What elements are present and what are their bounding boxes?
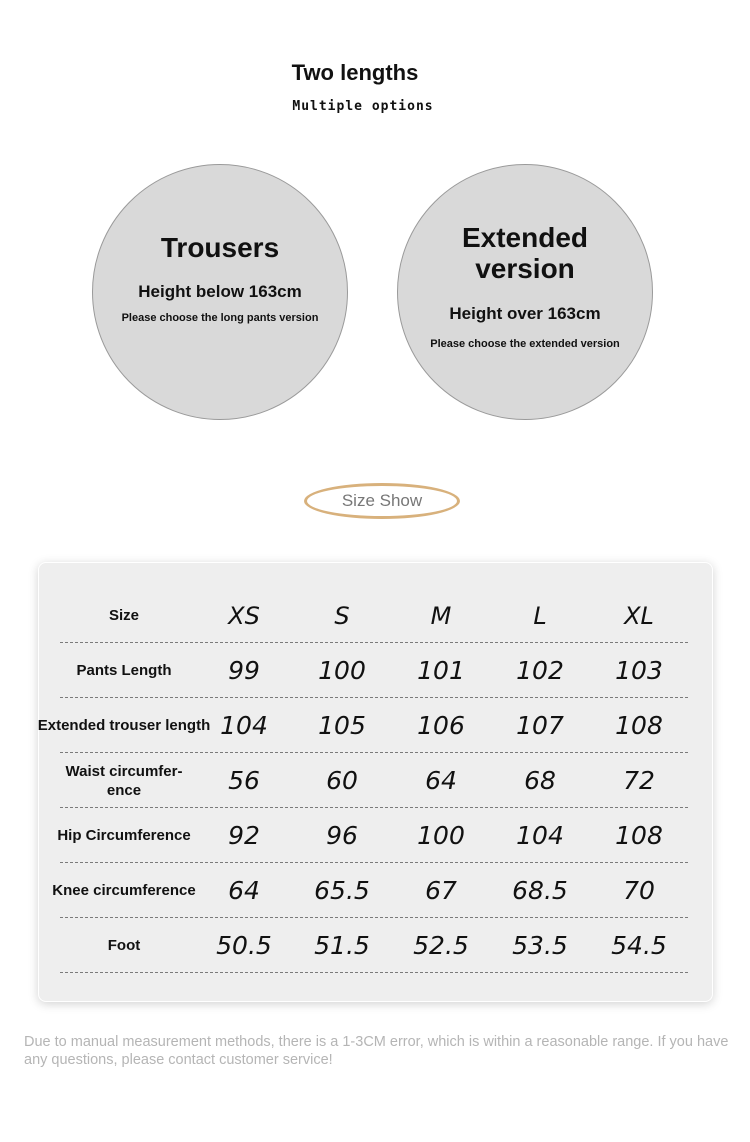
extended-option-title-line2: version [475, 253, 575, 284]
size-header-row [0, 588, 750, 643]
table-cell: 72 [623, 766, 655, 795]
row-label: Knee circumference [52, 882, 196, 899]
table-cell: 92 [228, 821, 260, 850]
table-cell: 107 [516, 711, 564, 740]
trousers-option-note: Please choose the long pants version [121, 312, 319, 324]
table-cell: 105 [318, 711, 366, 740]
size-header-cell: XS [228, 601, 260, 630]
table-row [0, 643, 750, 698]
row-label: Pants Length [76, 662, 172, 679]
table-cell: 108 [615, 711, 663, 740]
section-title: Two lengths [291, 60, 419, 85]
size-header-cell: XL [624, 601, 654, 630]
row-label: Extended trouser length [37, 717, 211, 734]
table-cell: 68 [524, 766, 556, 795]
table-cell: 51.5 [314, 931, 370, 960]
measurement-disclaimer: Due to manual measurement methods, there is a 1-3CM error, which is within a reasonable range. If you have any questions, please contact customer service! [24, 1034, 729, 1068]
row-label: Foot [107, 937, 141, 954]
table-cell: 50.5 [216, 931, 272, 960]
trousers-option-height: Height below 163cm [138, 282, 302, 301]
table-row [0, 808, 750, 863]
table-cell: 64 [228, 876, 260, 905]
table-row [0, 863, 750, 918]
table-cell: 52.5 [413, 931, 469, 960]
table-cell: 54.5 [611, 931, 667, 960]
trousers-option-circle [92, 164, 348, 420]
row-label-line: Waist circumfer- [65, 762, 183, 780]
table-cell: 104 [516, 821, 564, 850]
trousers-option-title: Trousers [160, 232, 280, 263]
table-row [0, 753, 750, 808]
row-label: Hip Circumference [57, 827, 191, 844]
extended-option-note: Please choose the extended version [430, 338, 620, 350]
table-cell: 60 [326, 766, 358, 795]
table-cell: 101 [417, 656, 465, 685]
table-cell: 100 [417, 821, 465, 850]
table-cell: 64 [425, 766, 457, 795]
size-show-badge: Size Show [304, 483, 460, 519]
size-header-label: Size [108, 607, 139, 624]
table-cell: 67 [425, 876, 457, 905]
table-cell: 53.5 [512, 931, 568, 960]
table-cell: 56 [228, 766, 260, 795]
size-header-cell: S [334, 601, 350, 630]
table-cell: 106 [417, 711, 465, 740]
extended-option-height: Height over 163cm [449, 304, 601, 323]
table-cell: 108 [615, 821, 663, 850]
size-header-cell: M [430, 601, 452, 630]
row-divider [60, 972, 688, 973]
table-cell: 100 [318, 656, 366, 685]
extended-option-circle [397, 164, 653, 420]
table-cell: 70 [623, 876, 655, 905]
table-cell: 65.5 [314, 876, 370, 905]
table-cell: 103 [615, 656, 663, 685]
table-cell: 99 [228, 656, 260, 685]
table-cell: 96 [326, 821, 358, 850]
table-cell: 68.5 [512, 876, 568, 905]
extended-option-title [398, 222, 652, 284]
table-cell: 104 [220, 711, 268, 740]
extended-option-title-line1: Extended [461, 222, 589, 253]
row-label-line: ence [106, 781, 142, 799]
table-row [0, 918, 750, 973]
size-header-cell: L [533, 601, 547, 630]
table-row [0, 698, 750, 753]
section-subtitle: Multiple options [292, 99, 434, 114]
table-cell: 102 [516, 656, 564, 685]
